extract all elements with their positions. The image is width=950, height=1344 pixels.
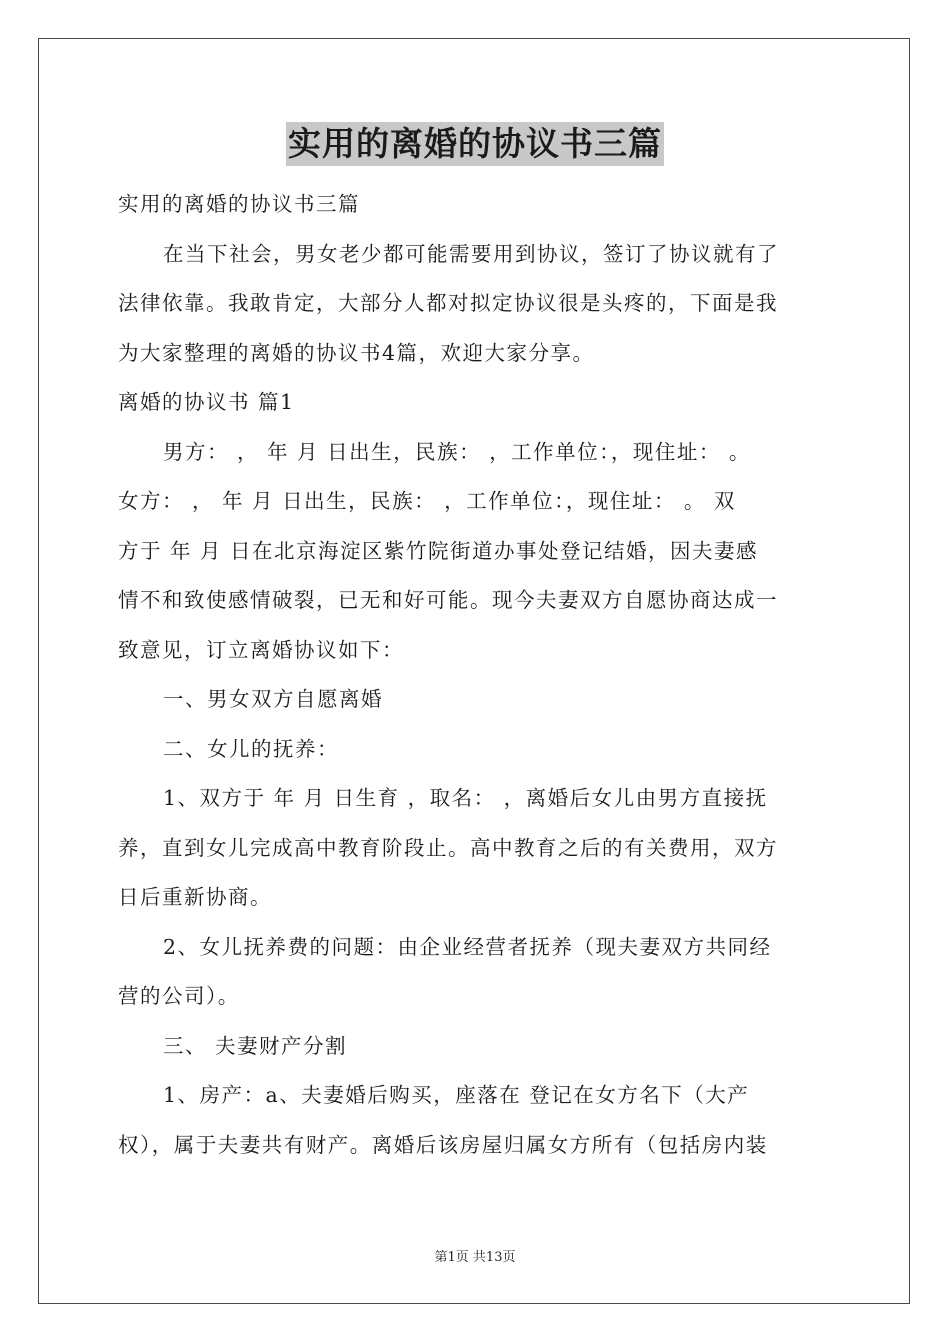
text-line: 1、房产：a、夫妻婚后购买，座落在 登记在女方名下（大产 (163, 1083, 750, 1107)
text-line: 致意见，订立离婚协议如下： (118, 637, 404, 662)
text-line: 二、女儿的抚养： (163, 736, 339, 761)
text-line: 情不和致使感情破裂，已无和好可能。现今夫妻双方自愿协商达成一 (118, 588, 778, 612)
text-line: 女方： ， 年 月 日出生，民族： ，工作单位：，现住址： 。 双 (118, 489, 736, 513)
text-line: 法律依靠。我敢肯定，大部分人都对拟定协议很是头疼的，下面是我 (118, 291, 778, 315)
text-line: 在当下社会，男女老少都可能需要用到协议，签订了协议就有了 (163, 241, 779, 266)
text-line: 实用的离婚的协议书三篇 (118, 192, 360, 216)
text-line: 一、男女双方自愿离婚 (163, 687, 383, 711)
document-title: 实用的离婚的协议书三篇 (286, 122, 664, 166)
page-footer: 第1页 共13页 (434, 1250, 516, 1265)
text-line: 方于 年 月 日在北京海淀区紫竹院街道办事处登记结婚，因夫妻感 (118, 538, 759, 563)
title-area (0, 122, 950, 166)
text-line: 营的公司）。 (118, 984, 240, 1008)
text-line: 权），属于夫妻共有财产。离婚后该房屋归属女方所有（包括房内装 (118, 1132, 768, 1157)
text-line: 男方： ， 年 月 日出生，民族： ，工作单位：，现住址： 。 (163, 439, 751, 464)
text-line: 离婚的协议书 篇1 (118, 390, 295, 414)
text-line: 三、 夫妻财产分割 (163, 1033, 348, 1058)
document-body (118, 180, 834, 1170)
text-line: 养，直到女儿完成高中教育阶段止。高中教育之后的有关费用，双方 (118, 835, 778, 860)
text-line: 2、女儿抚养费的问题：由企业经营者抚养（现夫妻双方共同经 (163, 934, 772, 959)
text-line: 日后重新协商。 (118, 885, 272, 909)
text-line: 为大家整理的离婚的协议书4篇，欢迎大家分享。 (118, 340, 595, 365)
text-line: 1、双方于 年 月 日生育 ，取名： ，离婚后女儿由男方直接抚 (163, 786, 768, 810)
